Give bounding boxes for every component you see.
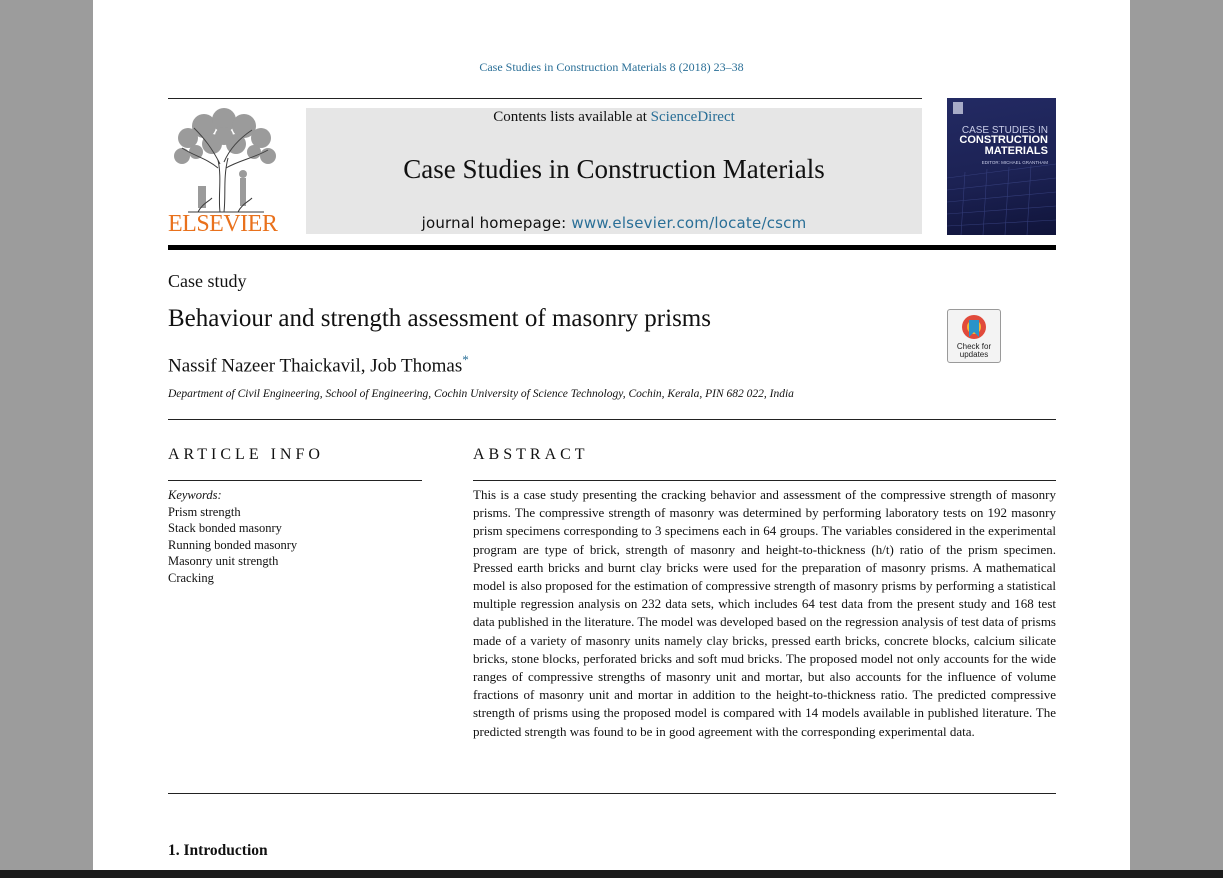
cover-line1: CASE STUDIES IN	[961, 125, 1048, 136]
keyword-item: Cracking	[168, 570, 214, 585]
top-rule	[168, 98, 922, 99]
viewer-bottom-bar	[0, 870, 1223, 878]
article-type: Case study	[168, 271, 247, 291]
badge-line2: updates	[959, 350, 989, 359]
contents-line	[306, 109, 922, 126]
keyword-item: Prism strength	[168, 504, 241, 519]
journal-homepage-line	[306, 214, 922, 232]
thick-rule	[168, 245, 1056, 250]
cover-editor: EDITOR: MICHAEL GRANTHAM	[981, 160, 1048, 165]
article-info-rule	[168, 480, 422, 481]
abstract-rule	[473, 480, 1056, 481]
keyword-item: Running bonded masonry	[168, 537, 298, 552]
abstract-text: This is a case study presenting the cracking behavior and assessment of the compressive strength of masonry prisms. The compressive strength of masonry was determined by performing laboratory tests on 192 masonry prism specimens corresponding to 3 specimens each in 64 groups. The variables considered in the experimental program are type of brick, strength of masonry and height-to-thickness (h/t) ratio of the prism specimen. Pressed earth bricks and burnt clay bricks were used for the preparation of masonry prisms. A mathematical model is also proposed for the estimation of compressive strength of masonry prisms by performing a statistical multiple regression analysis on 232 data sets, which includes 64 test data from the present study and 168 test data published in the literature. The model was developed based on the regression analysis of test data of prisms made of a variety of masonry units namely clay bricks, pressed earth bricks, concrete blocks, calcium silicate bricks, stone blocks, perforated bricks and soft mud bricks. The proposed model not only accounts for the wide ranges of compressive strengths of masonry unit and mortar, but also accounts for the influence of volume fractions of masonry unit and mortar in addition to the height-to-thickness ratio. The predicted compressive strength of prisms using the proposed model is compared with 14 models available in published literature. The predicted strength was found to be in good agreement with the corresponding experimental data.	[473, 487, 1056, 739]
journal-masthead	[306, 108, 922, 234]
section-heading-introduction	[168, 842, 268, 860]
journal-homepage-link[interactable]: www.elsevier.com/locate/cscm	[571, 214, 807, 232]
article-info-heading: ARTICLE INFO	[168, 446, 324, 463]
corresponding-author-mark[interactable]: *	[462, 352, 469, 367]
section-number: 1.	[168, 842, 180, 859]
section-title: Introduction	[183, 842, 268, 859]
section-rule	[168, 419, 1056, 420]
keywords-list	[168, 487, 297, 586]
badge-line1: Check for	[956, 342, 992, 351]
author-list	[168, 352, 469, 377]
keyword-item: Masonry unit strength	[168, 554, 279, 568]
bookmark-ribbon-icon	[948, 310, 1000, 344]
check-for-updates-button[interactable]	[947, 309, 1001, 363]
sciencedirect-link[interactable]: ScienceDirect	[650, 109, 735, 125]
journal-citation[interactable]: Case Studies in Construction Materials 8 (2018) 23–38	[479, 60, 744, 74]
badge-label	[948, 343, 1000, 359]
elsevier-wordmark: ELSEVIER	[168, 211, 278, 237]
journal-cover-image	[947, 98, 1056, 235]
cover-line3: MATERIALS	[984, 145, 1048, 157]
cover-texture-icon	[947, 98, 1056, 235]
keyword-item: Stack bonded masonry	[168, 521, 282, 535]
document-page	[93, 0, 1130, 870]
cover-line2: CONSTRUCTION	[959, 134, 1048, 146]
keywords-label: Keywords:	[168, 488, 222, 502]
author-names: Nassif Nazeer Thaickavil, Job Thomas	[168, 355, 463, 377]
journal-title: Case Studies in Construction Materials	[403, 154, 825, 184]
contents-prefix: Contents lists available at	[493, 109, 647, 125]
article-title: Behaviour and strength assessment of masonry prisms	[168, 305, 711, 332]
homepage-prefix: journal homepage:	[421, 214, 567, 232]
author-affiliation: Department of Civil Engineering, School of Engineering, Cochin University of Science Technology, Cochin, Kerala, PIN 682 022, India	[168, 388, 794, 400]
cover-title	[959, 135, 1048, 157]
abstract-bottom-rule	[168, 793, 1056, 794]
abstract-heading: ABSTRACT	[473, 446, 589, 463]
